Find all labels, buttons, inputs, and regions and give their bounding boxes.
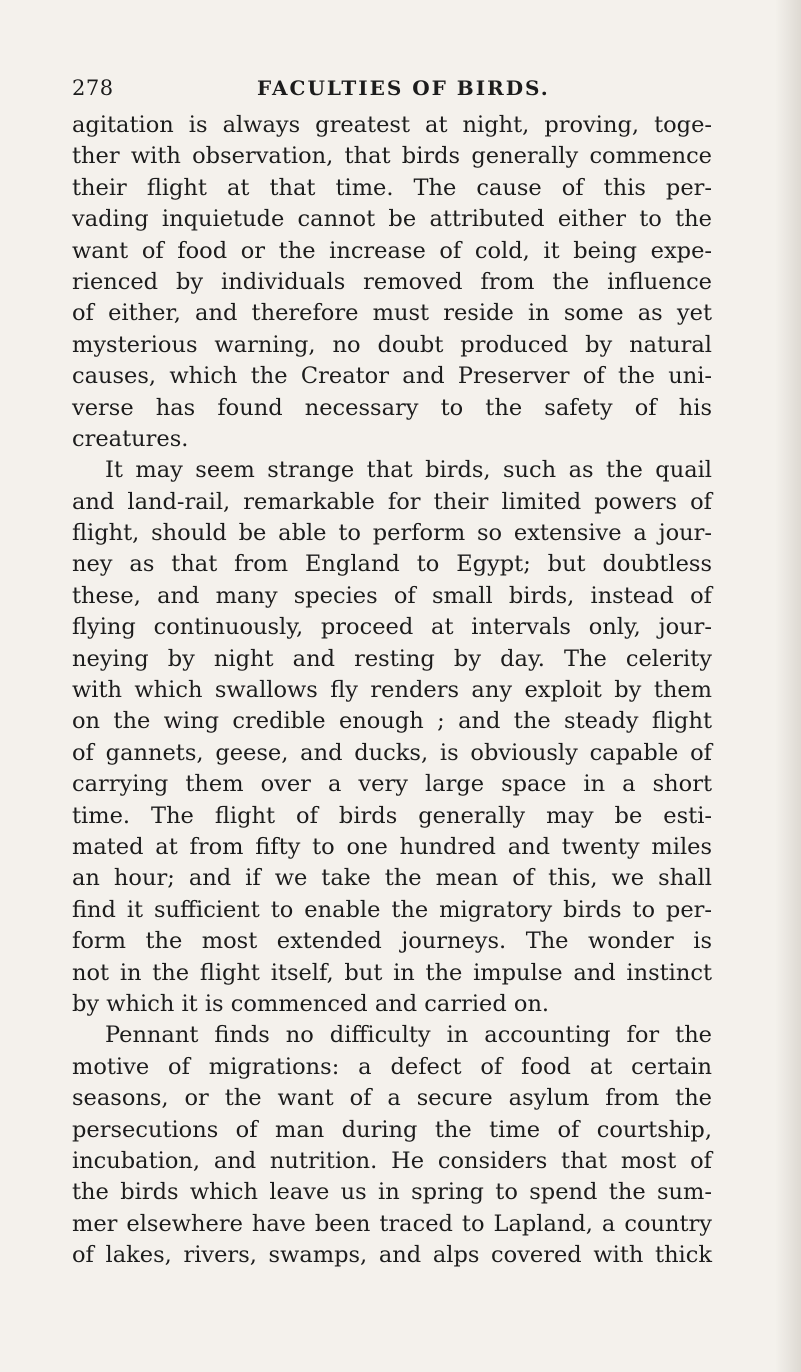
text-line: agitation is always greatest at night, proving, toge- <box>72 112 712 138</box>
text-line: ther with observation, that birds generally commence <box>72 143 712 170</box>
paragraph <box>72 455 712 1020</box>
text-line: carrying them over a very large space in a short <box>72 771 712 798</box>
text-line: It may seem strange that birds, such as the quail <box>105 457 712 484</box>
page-number: 278 <box>72 76 114 100</box>
text-line: of either, and therefore must reside in some as yet <box>72 300 712 327</box>
text-line: of lakes, rivers, swamps, and alps covered with thick <box>72 1242 712 1269</box>
text-line: Pennant finds no difficulty in accounting for the <box>105 1022 712 1049</box>
text-line: form the most extended journeys. The wonder is <box>72 928 712 955</box>
text-line: their flight at that time. The cause of this per- <box>72 174 712 201</box>
text-line: ney as that from England to Egypt; but doubtless <box>72 551 712 578</box>
body-text <box>72 110 712 1271</box>
text-line: rienced by individuals removed from the influence <box>72 268 712 295</box>
text-line: and land-rail, remarkable for their limited powers of <box>72 488 712 515</box>
text-line: of gannets, geese, and ducks, is obviously capable of <box>72 739 712 766</box>
page-edge-shadow <box>775 0 801 1372</box>
text-line: vading inquietude cannot be attributed either to the <box>72 206 712 233</box>
text-line: flight, should be able to perform so extensive a jour- <box>72 520 712 547</box>
text-line: with which swallows fly renders any exploit by them <box>72 677 712 704</box>
running-head-title: FACULTIES OF BIRDS. <box>257 76 550 100</box>
text-line: persecutions of man during the time of courtship, <box>72 1116 712 1143</box>
text-line: verse has found necessary to the safety of his <box>72 394 712 421</box>
text-line: seasons, or the want of a secure asylum from the <box>72 1085 712 1112</box>
text-line: an hour; and if we take the mean of this, we shall <box>72 865 712 892</box>
running-head <box>72 76 712 106</box>
text-line: flying continuously, proceed at intervals only, jour- <box>72 614 712 641</box>
text-line: motive of migrations: a defect of food at certain <box>72 1053 712 1080</box>
text-line: not in the flight itself, but in the impulse and instinct <box>72 959 712 986</box>
text-line: neying by night and resting by day. The celerity <box>72 645 712 672</box>
text-line: mysterious warning, no doubt produced by natural <box>72 331 712 358</box>
text-line: want of food or the increase of cold, it being expe- <box>72 237 712 264</box>
text-line: incubation, and nutrition. He considers that most of <box>72 1147 712 1174</box>
text-line: time. The flight of birds generally may be esti- <box>72 802 712 829</box>
text-line: mer elsewhere have been traced to Lapland, a country <box>72 1210 712 1237</box>
text-line: creatures. <box>72 425 189 452</box>
text-line: mated at from fifty to one hundred and twenty miles <box>72 833 712 860</box>
text-line: on the wing credible enough ; and the steady flight <box>72 708 712 735</box>
text-line: causes, which the Creator and Preserver of the uni- <box>72 363 712 390</box>
text-line: find it sufficient to enable the migratory birds to per- <box>72 896 712 923</box>
text-line: the birds which leave us in spring to spend the sum- <box>72 1179 712 1206</box>
paragraph <box>72 1020 712 1271</box>
text-line: these, and many species of small birds, instead of <box>72 582 712 609</box>
text-line: by which it is commenced and carried on. <box>72 990 550 1017</box>
paragraph <box>72 110 712 455</box>
